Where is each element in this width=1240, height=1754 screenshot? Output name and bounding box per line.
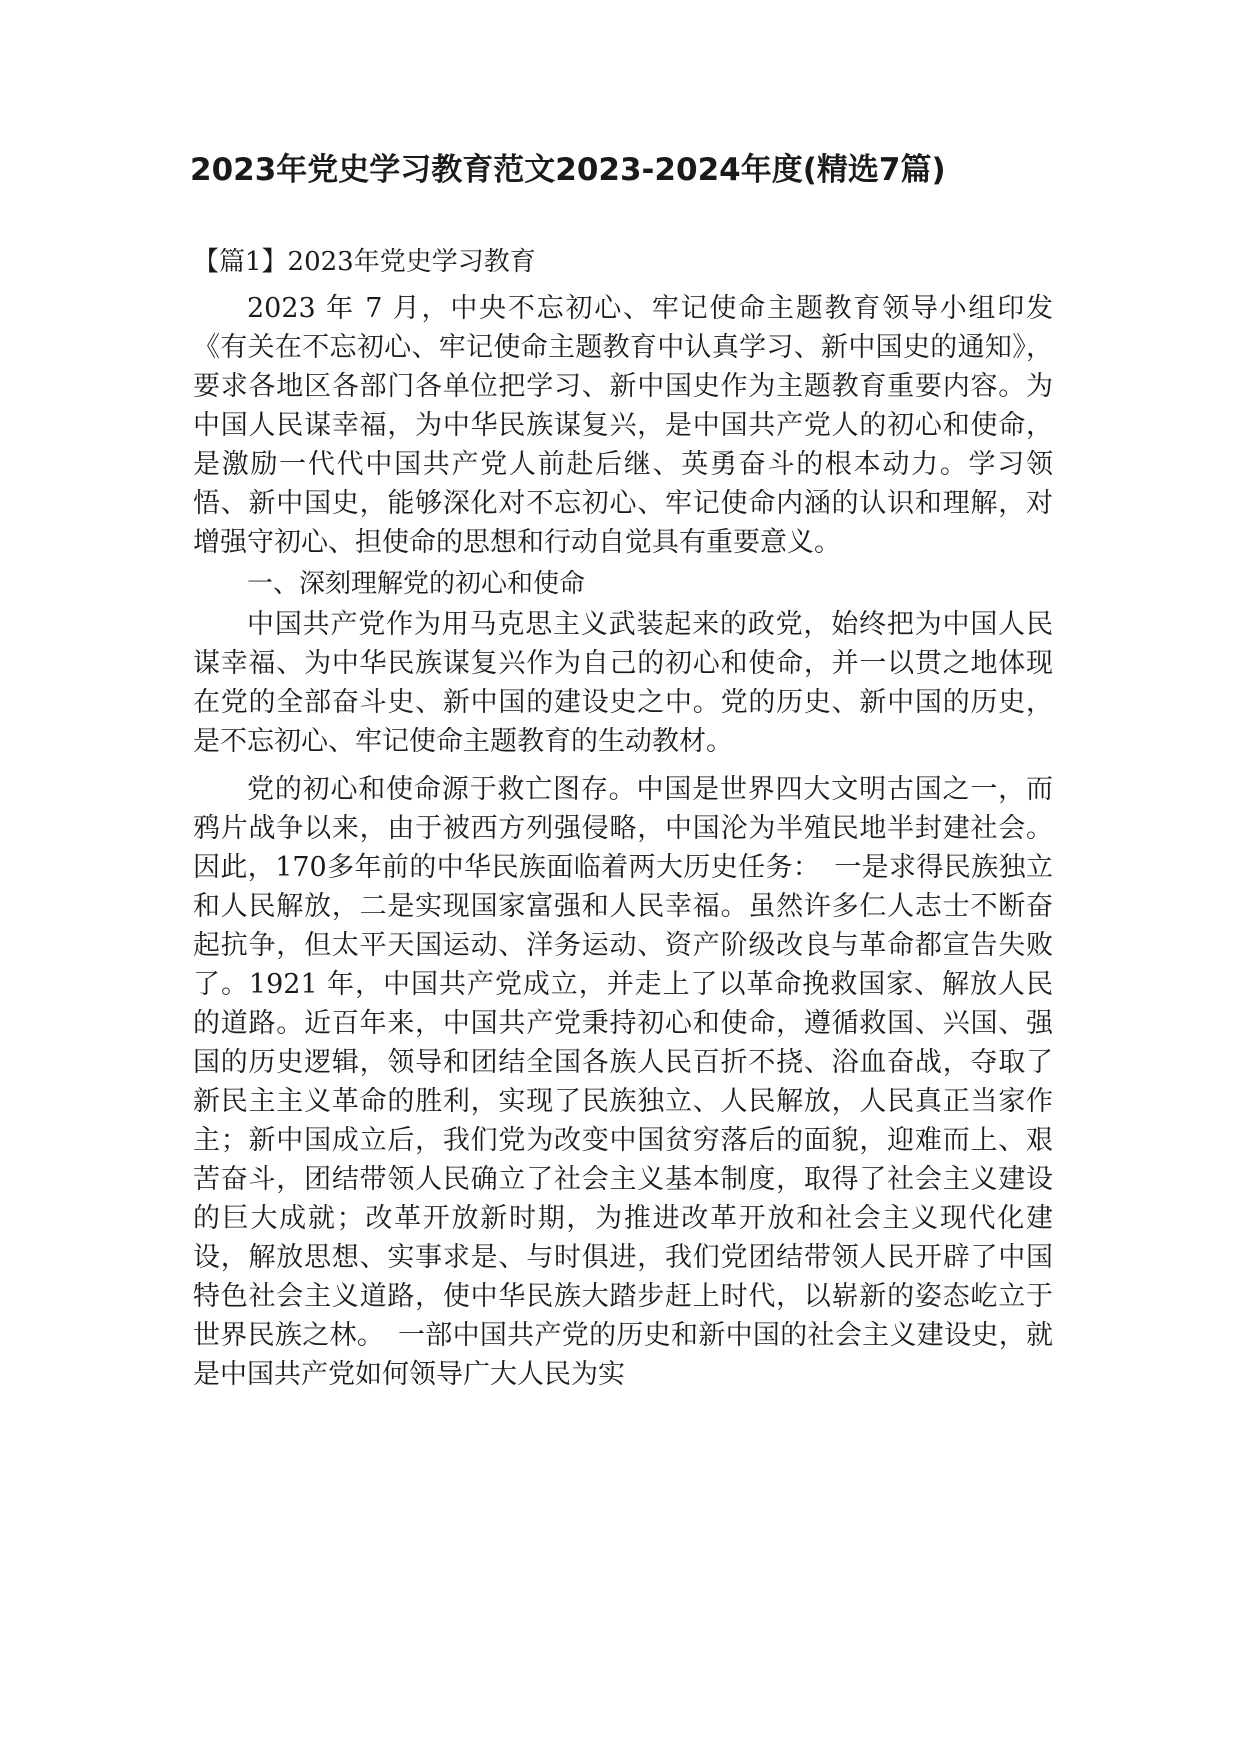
paragraph-3: 党的初心和使命源于救亡图存。中国是世界四大文明古国之一，而鸦片战争以来，由于被西方列强侵略，中国沦为半殖民地半封建社会。因此，170多年前的中华民族面临着两大历史任务： 一是求得民族独立和人民解放，二是实现国家富强和人民幸福。虽然许多仁人志士不断奋起抗争，但太平天国运动、洋务运动、资产阶级改良与革命都宣告失败了。1921 年，中国共产党成立，并走上了以革命挽救国家、解放人民的道路。近百年来，中国共产党秉持初心和使命，遵循救国、兴国、强国的历史逻辑，领导和团结全国各族人民百折不挠、浴血奋战，夺取了新民主主义革命的胜利，实现了民族独立、人民解放，人民真正当家作主；新中国成立后，我们党为改变中国贫穷落后的面貌，迎难而上、艰苦奋斗，团结带领人民确立了社会主义基本制度，取得了社会主义建设的巨大成就；改革开放新时期，为推进改革开放和社会主义现代化建设，解放思想、实事求是、与时俱进，我们党团结带领人民开辟了中国特色社会主义道路，使中华民族大踏步赶上时代，以崭新的姿态屹立于世界民族之林。 一部中国共产党的历史和新中国的社会主义建设史，就是中国共产党如何领导广大人民为实 bbox=[193, 774, 1053, 1390]
subheading-mission: 一、深刻理解党的初心和使命 bbox=[247, 569, 586, 599]
section-heading: 【篇1】2023年党史学习教育 bbox=[193, 247, 536, 277]
paragraph-2: 中国共产党作为用马克思主义武装起来的政党，始终把为中国人民谋幸福、为中华民族谋复兴作为自己的初心和使命，并一以贯之地体现在党的全部奋斗史、新中国的建设史之中。党的历史、新中国的历史，是不忘初心、牢记使命主题教育的生动教材。 bbox=[193, 609, 1053, 757]
paragraph-1: 2023 年 7 月，中央不忘初心、牢记使命主题教育领导小组印发《有关在不忘初心、牢记使命主题教育中认真学习、新中国史的通知》，要求各地区各部门各单位把学习、新中国史作为主题教育重要内容。为中国人民谋幸福，为中华民族谋复兴，是中国共产党人的初心和使命，是激励一代代中国共产党人前赴后继、英勇奋斗的根本动力。学习领悟、新中国史，能够深化对不忘初心、牢记使命内涵的认识和理解，对增强守初心、担使命的思想和行动自觉具有重要意义。 bbox=[193, 293, 1053, 558]
document-title: 2023年党史学习教育范文2023-2024年度(精选7篇) bbox=[190, 152, 946, 188]
